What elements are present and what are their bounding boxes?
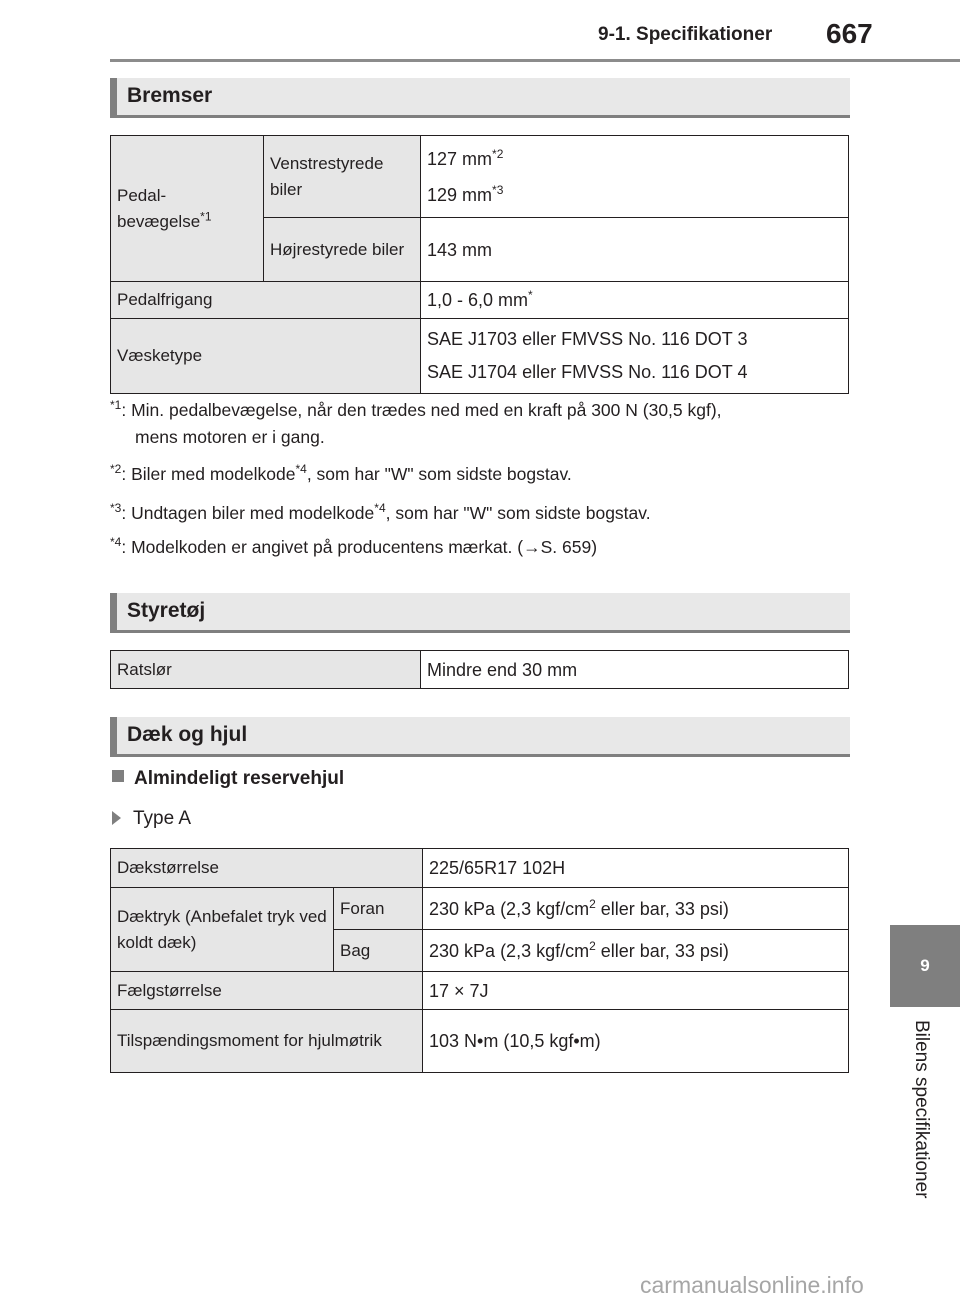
rim-size-value: 17 × 7J bbox=[423, 972, 849, 1010]
rim-size-label: Fælgstørrelse bbox=[111, 972, 423, 1010]
page-reference-link[interactable]: S. 659) bbox=[540, 537, 598, 557]
lhd-value-1: 127 mm bbox=[427, 148, 493, 169]
tire-pressure-label: Dæktryk (Anbefalet tryk ved koldt dæk) bbox=[111, 888, 334, 972]
pedal-travel-label-line2: bevægelse bbox=[117, 211, 201, 231]
lhd-value bbox=[421, 136, 849, 218]
table-row bbox=[111, 849, 849, 888]
fluid-value bbox=[421, 319, 849, 394]
footnote-mark: *3 bbox=[110, 501, 122, 516]
steering-table bbox=[110, 650, 849, 689]
rhd-value: 143 mm bbox=[421, 218, 849, 282]
superscript: 2 bbox=[589, 896, 596, 911]
footnote-mark: *2 bbox=[110, 462, 122, 477]
lhd-value-2: 129 mm bbox=[427, 184, 493, 205]
footnote-ref: *3 bbox=[492, 182, 504, 197]
footnote-ref: *4 bbox=[295, 462, 307, 477]
footnote-ref: *4 bbox=[374, 501, 386, 516]
front-label: Foran bbox=[334, 888, 423, 930]
front-pressure-text-end: eller bar, 33 psi) bbox=[595, 898, 729, 919]
superscript: 2 bbox=[589, 938, 596, 953]
table-row bbox=[111, 651, 849, 689]
rear-pressure-value bbox=[423, 930, 849, 972]
spare-type bbox=[112, 808, 191, 830]
footnote-1 bbox=[110, 397, 722, 451]
arrow-icon: → bbox=[523, 537, 541, 557]
footnote-ref: *2 bbox=[492, 146, 504, 161]
fluid-value-2: SAE J1704 eller FMVSS No. 116 DOT 4 bbox=[427, 362, 748, 382]
table-row bbox=[111, 888, 849, 930]
watermark: carmanualsonline.info bbox=[640, 1272, 864, 1298]
page-header-title: 9-1. Specifikationer bbox=[598, 24, 773, 45]
torque-label: Tilspændingsmoment for hjulmøtrik bbox=[111, 1010, 423, 1073]
section-heading-brakes: Bremser bbox=[110, 78, 850, 118]
torque-value: 103 N•m (10,5 kgf•m) bbox=[423, 1010, 849, 1073]
footnote-text: : Undtagen biler med modelkode bbox=[121, 503, 375, 523]
tire-size-value: 225/65R17 102H bbox=[423, 849, 849, 888]
chapter-tab[interactable]: 9 bbox=[890, 925, 960, 1007]
section-heading-steering: Styretøj bbox=[110, 593, 850, 633]
free-play-value bbox=[421, 282, 849, 319]
footnote-text: : Min. pedalbevægelse, når den trædes ned med en kraft på 300 N (30,5 kgf), bbox=[121, 400, 722, 420]
steering-play-label: Ratslør bbox=[111, 651, 421, 689]
spare-tire-heading-text: Almindeligt reservehjul bbox=[134, 768, 345, 789]
free-play-label: Pedalfrigang bbox=[111, 282, 421, 319]
table-row bbox=[111, 1010, 849, 1073]
footnote-text-cont: mens motoren er i gang. bbox=[135, 427, 325, 447]
footnote-4 bbox=[110, 534, 597, 561]
table-row bbox=[111, 972, 849, 1010]
rhd-label: Højrestyrede biler bbox=[264, 218, 421, 282]
header-divider bbox=[110, 59, 960, 62]
footnote-3 bbox=[110, 500, 651, 527]
chapter-label: Bilens specifikationer bbox=[911, 1020, 932, 1199]
triangle-bullet-icon bbox=[112, 811, 121, 825]
footnote-mark: *4 bbox=[110, 535, 122, 550]
rear-pressure-text: 230 kPa (2,3 kgf/cm bbox=[429, 940, 590, 961]
section-heading-tires: Dæk og hjul bbox=[110, 717, 850, 757]
footnote-text: : Modelkoden er angivet på producentens mærkat. ( bbox=[121, 537, 524, 557]
page-number: 667 bbox=[826, 18, 873, 49]
rear-pressure-text-end: eller bar, 33 psi) bbox=[595, 940, 729, 961]
footnote-text-end: , som har "W" som sidste bogstav. bbox=[385, 503, 651, 523]
lhd-label: Venstrestyrede biler bbox=[264, 136, 421, 218]
front-pressure-value bbox=[423, 888, 849, 930]
footnote-ref: * bbox=[528, 288, 533, 302]
fluid-label: Væsketype bbox=[111, 319, 421, 394]
spare-tire-heading bbox=[112, 768, 344, 790]
rear-label: Bag bbox=[334, 930, 423, 972]
square-bullet-icon bbox=[112, 770, 124, 782]
tire-table bbox=[110, 848, 849, 1073]
spare-type-text: Type A bbox=[133, 808, 192, 829]
footnote-2 bbox=[110, 461, 572, 488]
footnote-text-end: , som har "W" som sidste bogstav. bbox=[306, 464, 572, 484]
pedal-travel-label-line1: Pedal- bbox=[117, 185, 167, 205]
front-pressure-text: 230 kPa (2,3 kgf/cm bbox=[429, 898, 590, 919]
free-play-value-text: 1,0 - 6,0 mm bbox=[427, 290, 529, 310]
table-row bbox=[111, 136, 849, 218]
steering-play-value: Mindre end 30 mm bbox=[421, 651, 849, 689]
tire-size-label: Dækstørrelse bbox=[111, 849, 423, 888]
table-row bbox=[111, 319, 849, 394]
footnote-mark: *1 bbox=[110, 398, 122, 413]
table-row bbox=[111, 282, 849, 319]
footnote-ref: *1 bbox=[200, 208, 212, 223]
pedal-travel-label bbox=[111, 136, 264, 282]
fluid-value-1: SAE J1703 eller FMVSS No. 116 DOT 3 bbox=[427, 329, 748, 349]
brakes-table bbox=[110, 135, 849, 394]
footnote-text: : Biler med modelkode bbox=[121, 464, 296, 484]
